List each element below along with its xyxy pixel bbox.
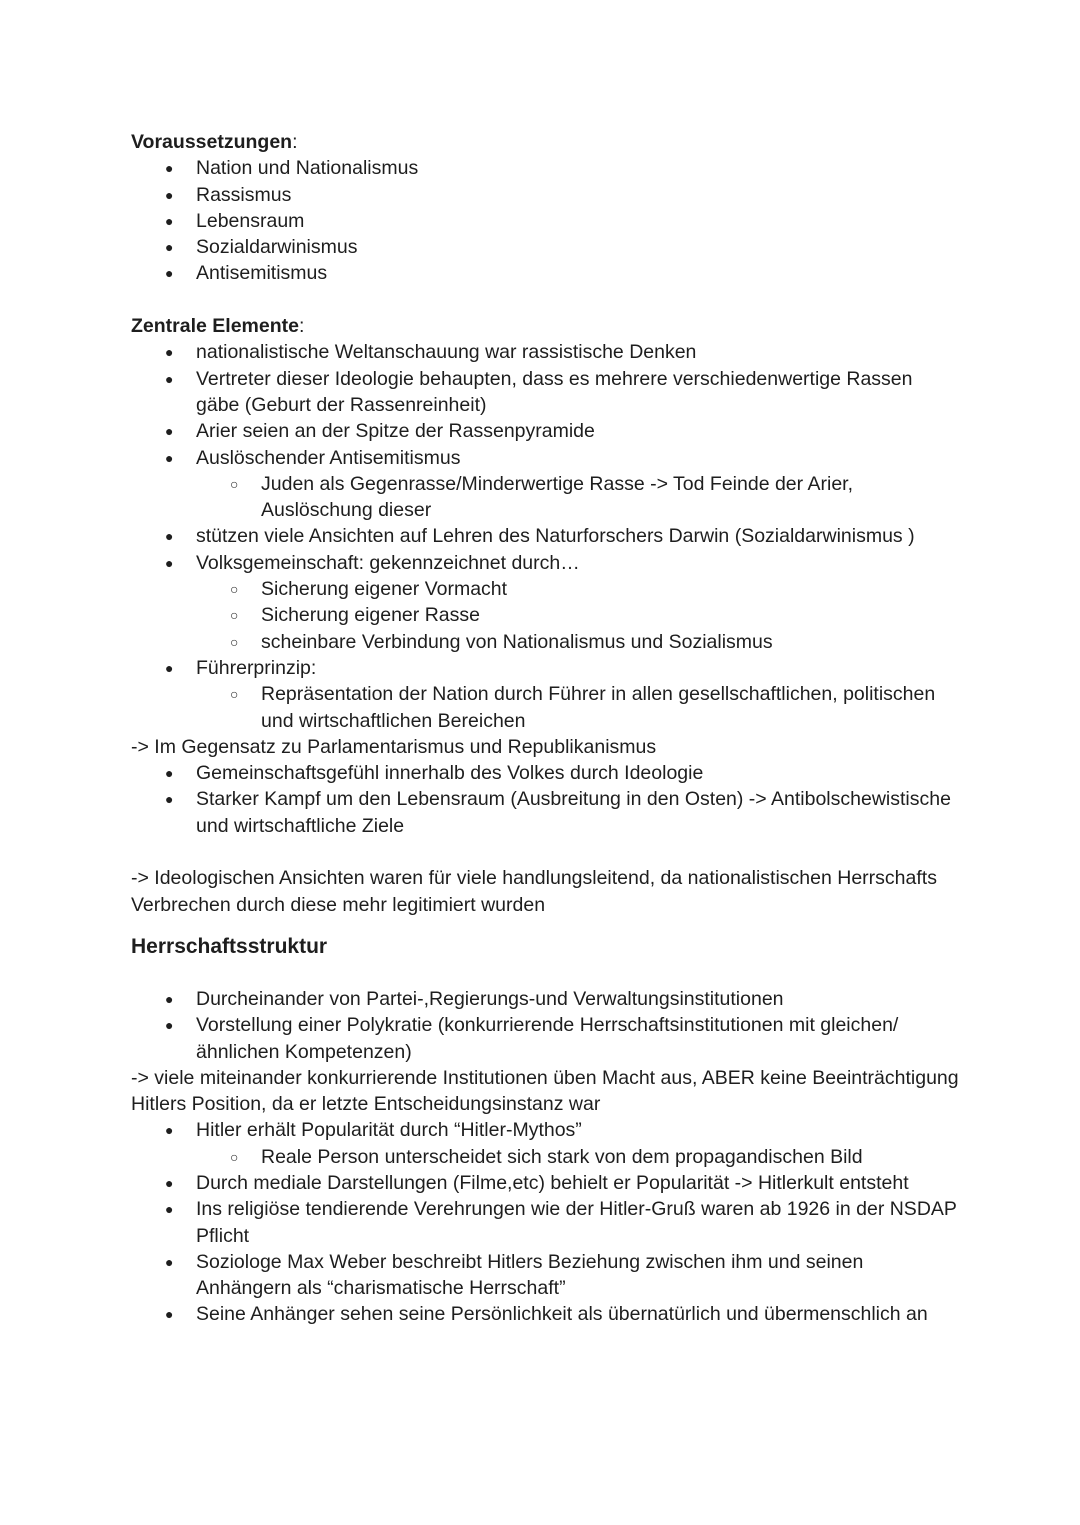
- list-item: ● Vertreter dieser Ideologie behaupten, dass es mehrere verschiedenwertige Rassen gäbe (Geburt der Rassenreinheit): [131, 366, 961, 419]
- sub-list-item: ○ scheinbare Verbindung von Nationalismus und Sozialismus: [131, 629, 961, 655]
- list-item: ● Rassismus: [131, 182, 961, 208]
- list-item: ● Vorstellung einer Polykratie (konkurrierende Herrschaftsinstitutionen mit gleichen/ähnlichen Kompetenzen): [131, 1012, 961, 1065]
- arrow-conclusion: -> Ideologischen Ansichten waren für viele handlungsleitend, da nationalistischen Herrschafts Verbrechen durch diese mehr legitimiert wurden: [131, 867, 937, 916]
- list-item: ● Sozialdarwinismus: [131, 234, 961, 260]
- zentrale-heading-line: Zentrale Elemente:: [131, 315, 305, 338]
- voraussetzungen-heading-line: Voraussetzungen:: [131, 131, 298, 153]
- sub-list-item: ○ Reale Person unterscheidet sich stark von dem propagandischen Bild: [131, 1144, 961, 1170]
- list-item: ● Durch mediale Darstellungen (Filme,etc) behielt er Popularität -> Hitlerkult entsteht: [131, 1170, 961, 1196]
- spacer: [131, 287, 961, 313]
- list-item: ● Gemeinschaftsgefühl innerhalb des Volkes durch Ideologie: [131, 760, 961, 786]
- voraussetzungen-heading: Voraussetzungen: [131, 131, 293, 153]
- zentrale-list-2: [131, 760, 961, 839]
- sub-list: [196, 1144, 961, 1170]
- sub-list-item: ○ Sicherung eigener Vormacht: [131, 576, 961, 602]
- list-item: ● Starker Kampf um den Lebensraum (Ausbreitung in den Osten) -> Antibolschewistische und wirtschaftliche Ziele: [131, 786, 961, 839]
- sub-list: [196, 471, 961, 524]
- spacer: [131, 839, 961, 865]
- list-item: ● Soziologe Max Weber beschreibt Hitlers Beziehung zwischen ihm und seinen Anhängern als “charismatische Herrschaft”: [131, 1249, 961, 1302]
- zentrale-heading: Zentrale Elemente: [131, 315, 299, 338]
- list-item: ● Nation und Nationalismus: [131, 155, 961, 181]
- herrschaft-list-2: [131, 1117, 961, 1327]
- list-item: ● stützen viele Ansichten auf Lehren des Naturforschers Darwin (Sozialdarwinismus ): [131, 523, 961, 549]
- zentrale-list: [131, 339, 961, 733]
- sub-list-item: ○ Juden als Gegenrasse/Minderwertige Rasse -> Tod Feinde der Arier, Auslöschung dieser: [131, 471, 961, 524]
- list-item-text: Hitler erhält Popularität durch “Hitler-Mythos”: [196, 1119, 582, 1142]
- sub-list: [196, 576, 961, 655]
- list-item: [131, 550, 961, 655]
- list-item: [131, 1117, 961, 1170]
- spacer: [131, 962, 961, 986]
- list-item: ● Lebensraum: [131, 208, 961, 234]
- document-content: [131, 129, 961, 1328]
- herrschaft-heading: Herrschaftsstruktur: [131, 934, 328, 958]
- arrow-note: -> viele miteinander konkurrierende Institutionen üben Macht aus, ABER keine Beeinträchtigung Hitlers Position, da er letzte Entscheidungsinstanz war: [131, 1066, 959, 1116]
- sub-list: [196, 681, 961, 734]
- list-item: ● Seine Anhänger sehen seine Persönlichkeit als übernatürlich und übermenschlich an: [131, 1301, 961, 1327]
- list-item-text: Führerprinzip:: [196, 656, 317, 679]
- list-item: ● Ins religiöse tendierende Verehrungen wie der Hitler-Gruß waren ab 1926 in der NSDAP Pflicht: [131, 1196, 961, 1249]
- list-item: [131, 445, 961, 524]
- voraussetzungen-list: [131, 155, 961, 286]
- herrschaft-list: [131, 986, 961, 1065]
- list-item: ● Durcheinander von Partei-,Regierungs-und Verwaltungsinstitutionen: [131, 986, 961, 1012]
- sub-list-item: ○ Repräsentation der Nation durch Führer in allen gesellschaftlichen, politischen und wirtschaftlichen Bereichen: [131, 681, 961, 734]
- list-item: [131, 655, 961, 734]
- list-item: ● nationalistische Weltanschauung war rassistische Denken: [131, 339, 961, 365]
- sub-list-item: ○ Sicherung eigener Rasse: [131, 602, 961, 628]
- arrow-note: -> Im Gegensatz zu Parlamentarismus und Republikanismus: [131, 735, 657, 758]
- list-item: ● Antisemitismus: [131, 260, 961, 286]
- list-item-text: Volksgemeinschaft: gekennzeichnet durch…: [196, 551, 580, 574]
- list-item-text: Auslöschender Antisemitismus: [196, 446, 461, 469]
- list-item: ● Arier seien an der Spitze der Rassenpyramide: [131, 418, 961, 444]
